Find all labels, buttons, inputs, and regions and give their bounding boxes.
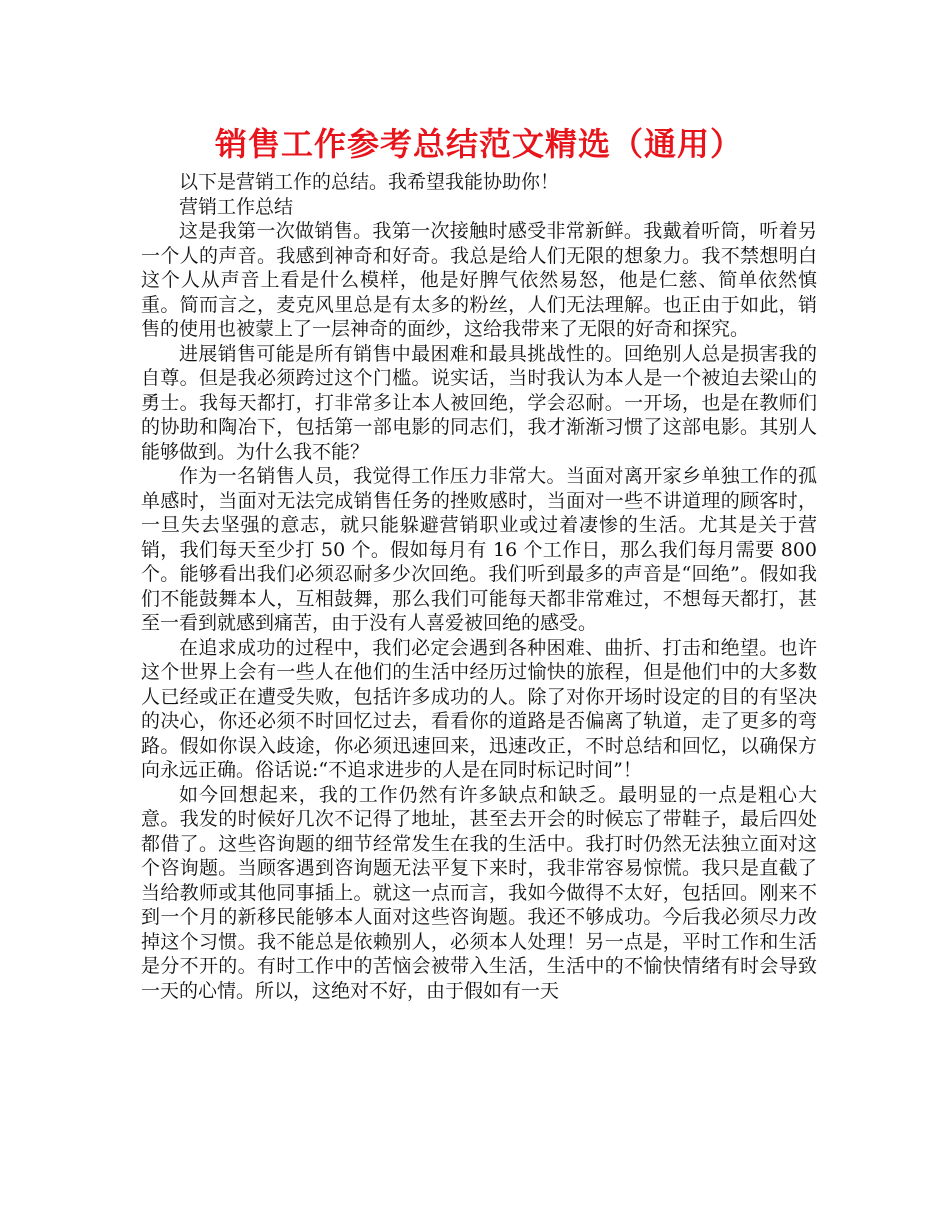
- paragraph-pressure: 作为一名销售人员，我觉得工作压力非常大。当面对离开家乡单独工作的孤单感时，当面对无法完成销售任务的挫败感时，当面对一些不讲道理的顾客时，一旦失去坚强的意志，就只能躲避营销职业或过着凄惨的生活。尤其是关于营销，我们每天至少打 50 个。假如每月有 16 个工作日，那么我们每月需要 800 个。能够看出我们必须忍耐多少次回绝。我们听到最多的声音是“回绝”。假如我们不能鼓舞本人，互相鼓舞，那么我们可能每天都非常难过，不想每天都打，甚至一看到就感到痛苦，由于没有人喜爱被回绝的感受。: [141, 465, 817, 634]
- paragraph-intro: 以下是营销工作的总结。我希望我能协助你！: [179, 171, 560, 193]
- paragraph-shortcomings: 如今回想起来，我的工作仍然有许多缺点和缺乏。最明显的一点是粗心大意。我发的时候好几次不记得了地址，甚至去开会的时候忘了带鞋子，最后四处都借了。这些咨询题的细节经常发生在我的生活中。我打时仍然无法独立面对这个咨询题。当顾客遇到咨询题无法平复下来时，我非常容易惊慌。我只是直截了当给教师或其他同事插上。就这一点而言，我如今做得不太好，包括回。刚来不到一个月的新移民能够本人面对这些咨询题。我还不够成功。今后我必须尽力改掉这个习惯。我不能总是依赖别人，必须本人处理！另一点是，平时工作和生活是分不开的。有时工作中的苦恼会被带入生活，生活中的不愉快情绪有时会导致一天的心情。所以，这绝对不好，由于假如有一天: [141, 783, 817, 1002]
- document-title: 销售工作参考总结范文精选（通用）: [214, 125, 743, 163]
- paragraph-heading: 营销工作总结: [179, 195, 294, 218]
- paragraph-rejection: 进展销售可能是所有销售中最困难和最具挑战性的。回绝别人总是损害我的自尊。但是我必须跨过这个门槛。说实话，当时我认为本人是一个被迫去梁山的勇士。我每天都打，打非常多让本人被回绝，学会忍耐。一开场，也是在教师们的协助和陶冶下，包括第一部电影的同志们，我才渐渐习惯了这部电影。其别人能够做到。为什么我不能？: [141, 342, 817, 463]
- document-page: [141, 118, 817, 1003]
- paragraph-first-experience: 这是我第一次做销售。我第一次接触时感受非常新鲜。我戴着听筒，听着另一个人的声音。我感到神奇和好奇。我总是给人们无限的想象力。我不禁想明白这个人从声音上看是什么模样，他是好脾气依然易怒，他是仁慈、简单依然慎重。简而言之，麦克风里总是有太多的粉丝，人们无法理解。也正由于如此，销售的使用也被蒙上了一层神奇的面纱，这给我带来了无限的好奇和探究。: [141, 220, 817, 340]
- paragraph-success: 在追求成功的过程中，我们必定会遇到各种困难、曲折、打击和绝望。也许这个世界上会有一些人在他们的生活中经历过愉快的旅程，但是他们中的大多数人已经或正在遭受失败，包括许多成功的人。除了对你开场时设定的目的有坚决的决心，你还必须不时回忆过去，看看你的道路是否偏离了轨道，走了更多的弯路。假如你误入歧途，你必须迅速回来，迅速改正，不时总结和回忆，以确保方向永远正确。俗话说:“不追求进步的人是在同时标记时间”！: [141, 636, 817, 781]
- document-body: [141, 170, 817, 1003]
